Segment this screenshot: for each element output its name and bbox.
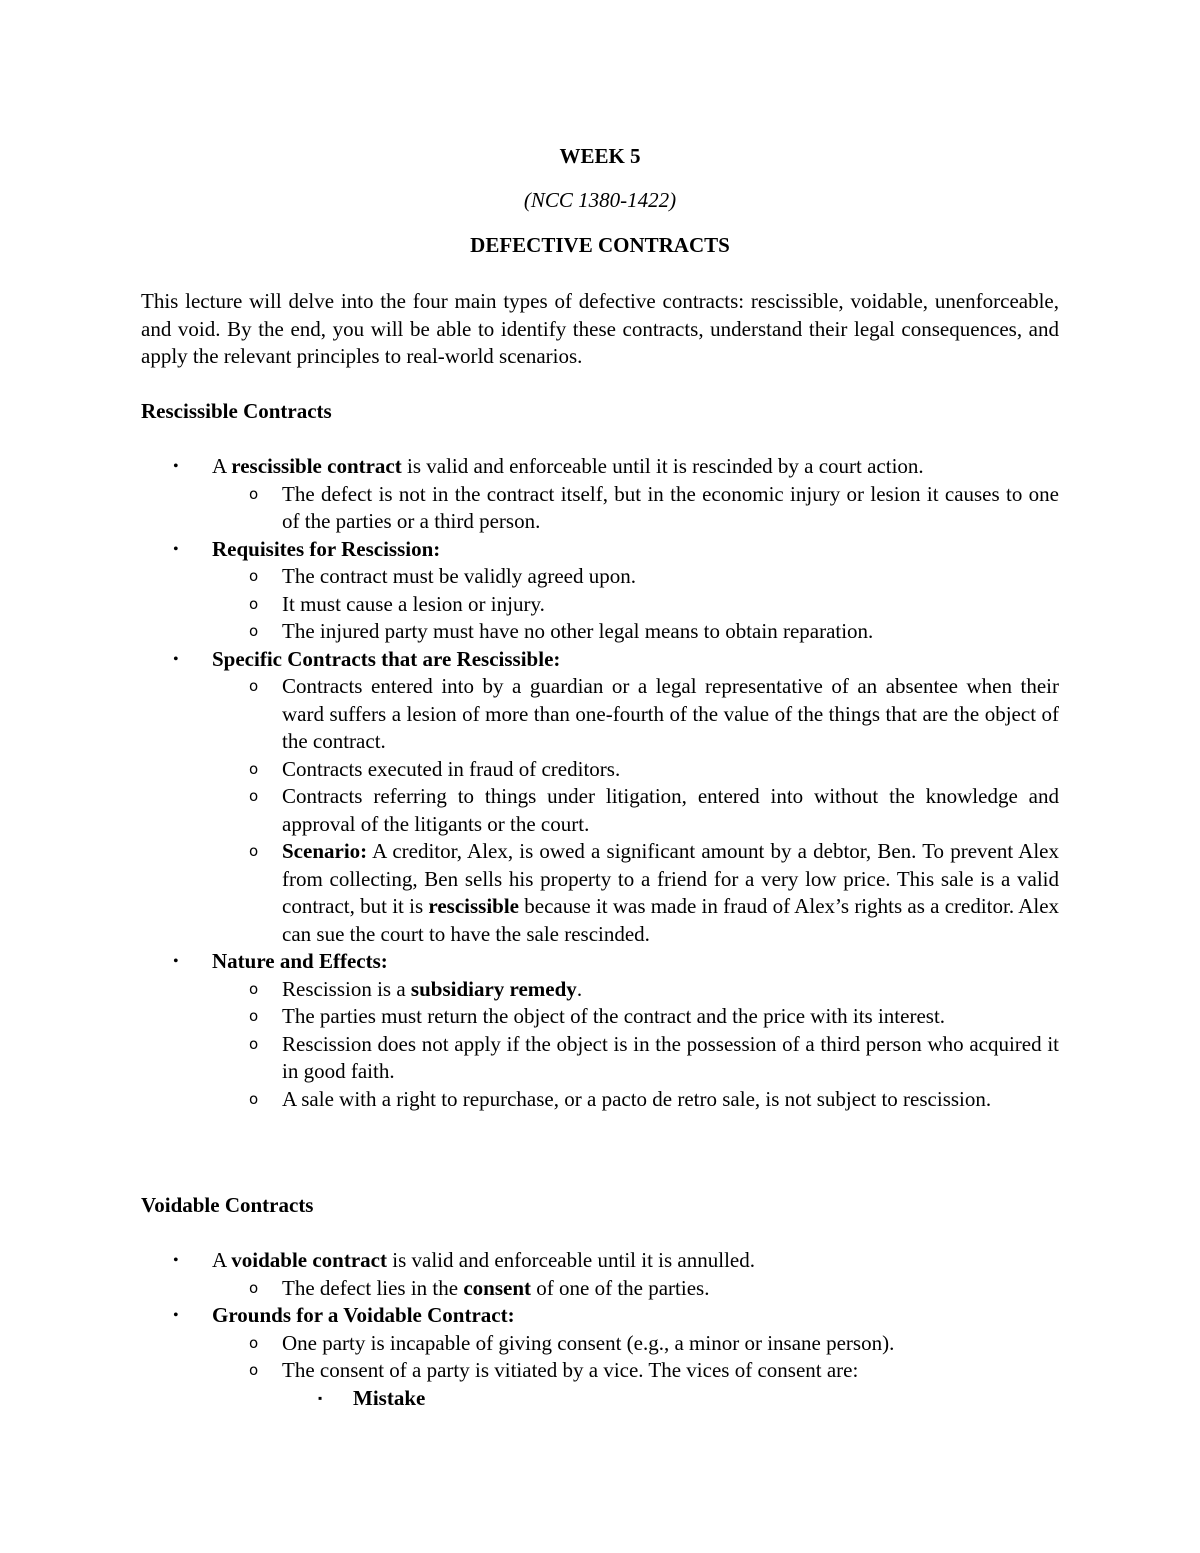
- voidable-list: [141, 1247, 1059, 1412]
- list-item: • Nature and Effects:: [141, 948, 1059, 976]
- intro-paragraph: This lecture will delve into the four main types of defective contracts: rescissible, voidable, unenforceable, and void. By the end, you will be able to identify these contracts, understand their legal consequences, and apply the relevant principles to real-world scenarios.: [141, 289, 1059, 368]
- list-item: o The parties must return the object of the contract and the price with its interest.: [141, 1003, 1059, 1031]
- section-title-rescissible: Rescissible Contracts: [141, 399, 332, 423]
- list-item: o One party is incapable of giving consent (e.g., a minor or insane person).: [141, 1330, 1059, 1358]
- circle-bullet-icon: o: [249, 842, 259, 860]
- circle-bullet-icon: o: [249, 484, 259, 503]
- section-title-voidable: Voidable Contracts: [141, 1193, 314, 1217]
- circle-bullet-icon: o: [249, 594, 259, 613]
- list-item: o The injured party must have no other legal means to obtain reparation.: [141, 618, 1059, 646]
- bullet-icon: •: [173, 540, 179, 558]
- bullet-icon: •: [173, 1307, 179, 1324]
- list-item: • A voidable contract is valid and enforceable until it is annulled.: [141, 1247, 1059, 1275]
- term-voidable-contract: voidable contract: [231, 1248, 387, 1272]
- circle-bullet-icon: o: [249, 1278, 259, 1297]
- circle-bullet-icon: o: [249, 1034, 259, 1053]
- list-item: • Specific Contracts that are Rescissible:: [141, 646, 1059, 674]
- square-bullet-icon: ▪: [318, 1390, 323, 1405]
- list-item: ▪ Mistake: [141, 1385, 1059, 1413]
- circle-bullet-icon: o: [249, 759, 259, 778]
- bullet-icon: •: [173, 953, 179, 970]
- list-item: o Rescission does not apply if the object is in the possession of a third person who acquired it in good faith.: [249, 1031, 1059, 1083]
- bullet-icon: •: [173, 650, 179, 668]
- circle-bullet-icon: o: [249, 787, 259, 805]
- list-item: o The defect lies in the consent of one of the parties.: [141, 1275, 1059, 1303]
- list-item: o The contract must be validly agreed upon.: [141, 563, 1059, 591]
- list-item: o Rescission is a subsidiary remedy.: [141, 976, 1059, 1004]
- list-item: o Contracts entered into by a guardian or a legal representative of an absentee when their ward suffers a lesion of more than one-fourth of the value of the things that are the object of the contract.: [249, 674, 1059, 753]
- bullet-icon: •: [173, 1252, 179, 1269]
- list-item: o The consent of a party is vitiated by a vice. The vices of consent are:: [141, 1357, 1059, 1385]
- list-item: o Contracts referring to things under litigation, entered into without the knowledge and approval of the litigants or the court.: [249, 784, 1059, 836]
- circle-bullet-icon: o: [249, 677, 259, 695]
- circle-bullet-icon: o: [249, 567, 259, 585]
- page-heading: DEFECTIVE CONTRACTS: [470, 233, 730, 257]
- list-item: o The defect is not in the contract itself, but in the economic injury or lesion it causes to one of the parties or a third person.: [249, 481, 1059, 533]
- list-item: • A rescissible contract is valid and enforceable until it is rescinded by a court action.: [141, 453, 1059, 481]
- list-item: o A sale with a right to repurchase, or a pacto de retro sale, is not subject to rescission.: [141, 1086, 1059, 1114]
- list-item-scenario: o Scenario: A creditor, Alex, is owed a significant amount by a debtor, Ben. To prevent Alex from collecting, Ben sells his property to a friend for a very low price. This sale is a valid contract, but it is rescissible because it was made in fraud of Alex’s rights as a creditor. Alex can sue the court to have the sale rescinded.: [249, 839, 1060, 946]
- circle-bullet-icon: o: [249, 1089, 259, 1108]
- page-title: WEEK 5: [559, 144, 641, 168]
- bullet-icon: •: [173, 458, 179, 475]
- circle-bullet-icon: o: [249, 1007, 259, 1025]
- term-rescissible-contract: rescissible contract: [231, 454, 402, 478]
- list-item: • Requisites for Rescission:: [141, 536, 1059, 564]
- circle-bullet-icon: o: [249, 622, 259, 640]
- circle-bullet-icon: o: [249, 1333, 259, 1352]
- list-item: o Contracts executed in fraud of creditors.: [141, 756, 1059, 784]
- list-item: o It must cause a lesion or injury.: [141, 591, 1059, 619]
- circle-bullet-icon: o: [249, 1361, 259, 1379]
- page-subtitle: (NCC 1380-1422): [523, 188, 677, 212]
- circle-bullet-icon: o: [249, 979, 259, 998]
- list-item: • Grounds for a Voidable Contract:: [141, 1302, 1059, 1330]
- rescissible-list: [141, 453, 1059, 1113]
